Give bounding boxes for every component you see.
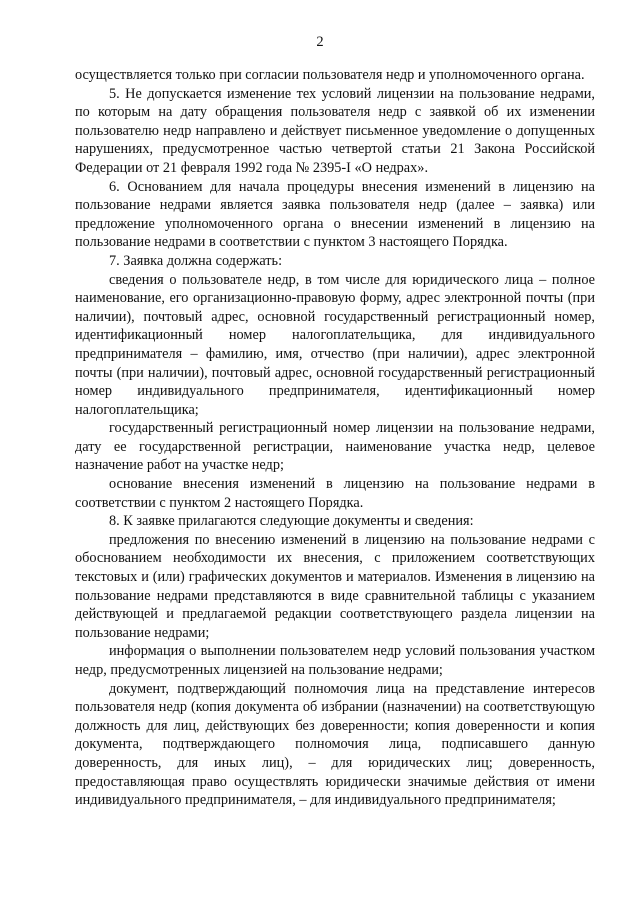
paragraph-item-7: 7. Заявка должна содержать: bbox=[109, 252, 283, 269]
paragraph-license-number: государственный регистрационный номер лицензии на пользование недрами, дату ее государственной регистрации, наименование участка недр, целевое назначение работ на участке недр; bbox=[75, 420, 595, 474]
paragraph-continuation: осуществляется только при согласии пользователя недр и уполномоченного органа. bbox=[75, 67, 585, 83]
page-number: 2 bbox=[316, 34, 324, 50]
paragraph-user-info: сведения о пользователе недр, в том числе для юридического лица – полное наименование, его организационно-правовую форму, адрес электронной почты (при наличии), почтовый адрес, основной государственный регистрационный номер, идентификационный номер налогоплательщика, для индивидуального предпринимателя – фамилию, имя, отчество (при наличии), адрес электронной почты (при наличии), почтовый адрес, основной государственный регистрационный номер индивидуального предпринимателя, идентификационный номер налогоплательщика; bbox=[75, 271, 595, 418]
paragraph-proposals: предложения по внесению изменений в лицензию на пользование недрами с обоснованием необходимости их внесения, с приложением соответствующих текстовых и (или) графических документов и материалов. Изменения в лицензию на пользование недрами представляются в виде сравнительной таблицы с указанием действующей и предлагаемой редакции соответствующего раздела лицензии на пользование недрами; bbox=[75, 531, 595, 641]
paragraph-item-6: 6. Основанием для начала процедуры внесения изменений в лицензию на пользование недрами является заявка пользователя недр (далее – заявка) или предложение уполномоченного органа о внесении изменений в лицензию на пользование недрами в соответствии с пунктом 3 настоящего Порядка. bbox=[75, 178, 595, 251]
paragraph-basis: основание внесения изменений в лицензию на пользование недрами в соответствии с пунктом 2 настоящего Порядка. bbox=[75, 476, 595, 511]
document-body bbox=[75, 66, 595, 810]
paragraph-item-8: 8. К заявке прилагаются следующие документы и сведения: bbox=[109, 513, 474, 530]
paragraph-authority-document: документ, подтверждающий полномочия лица на представление интересов пользователя недр (копия документа об избрании (назначении) на соответствующую должность для лиц, действующих без доверенности; копия доверенности и копия документа, подтверждающего полномочия лица, подписавшего данную доверенность, для иных лиц), – для юридических лиц; доверенность, предоставляющая право осуществлять юридически значимые действия от имени индивидуального предпринимателя, – для индивидуального предпринимателя; bbox=[75, 680, 595, 809]
paragraph-compliance-info: информация о выполнении пользователем недр условий пользования участком недр, предусмотренных лицензией на пользование недрами; bbox=[75, 643, 595, 678]
paragraph-item-5: 5. Не допускается изменение тех условий лицензии на пользование недрами, по которым на дату обращения пользователя недр с заявкой об их изменении пользователю недр направлено и действует письменное уведомление о допущенных нарушениях, предусмотренное частью четвертой статьи 21 Закона Российской Федерации от 21 февраля 1992 года № 2395-I «О недрах». bbox=[75, 85, 595, 176]
